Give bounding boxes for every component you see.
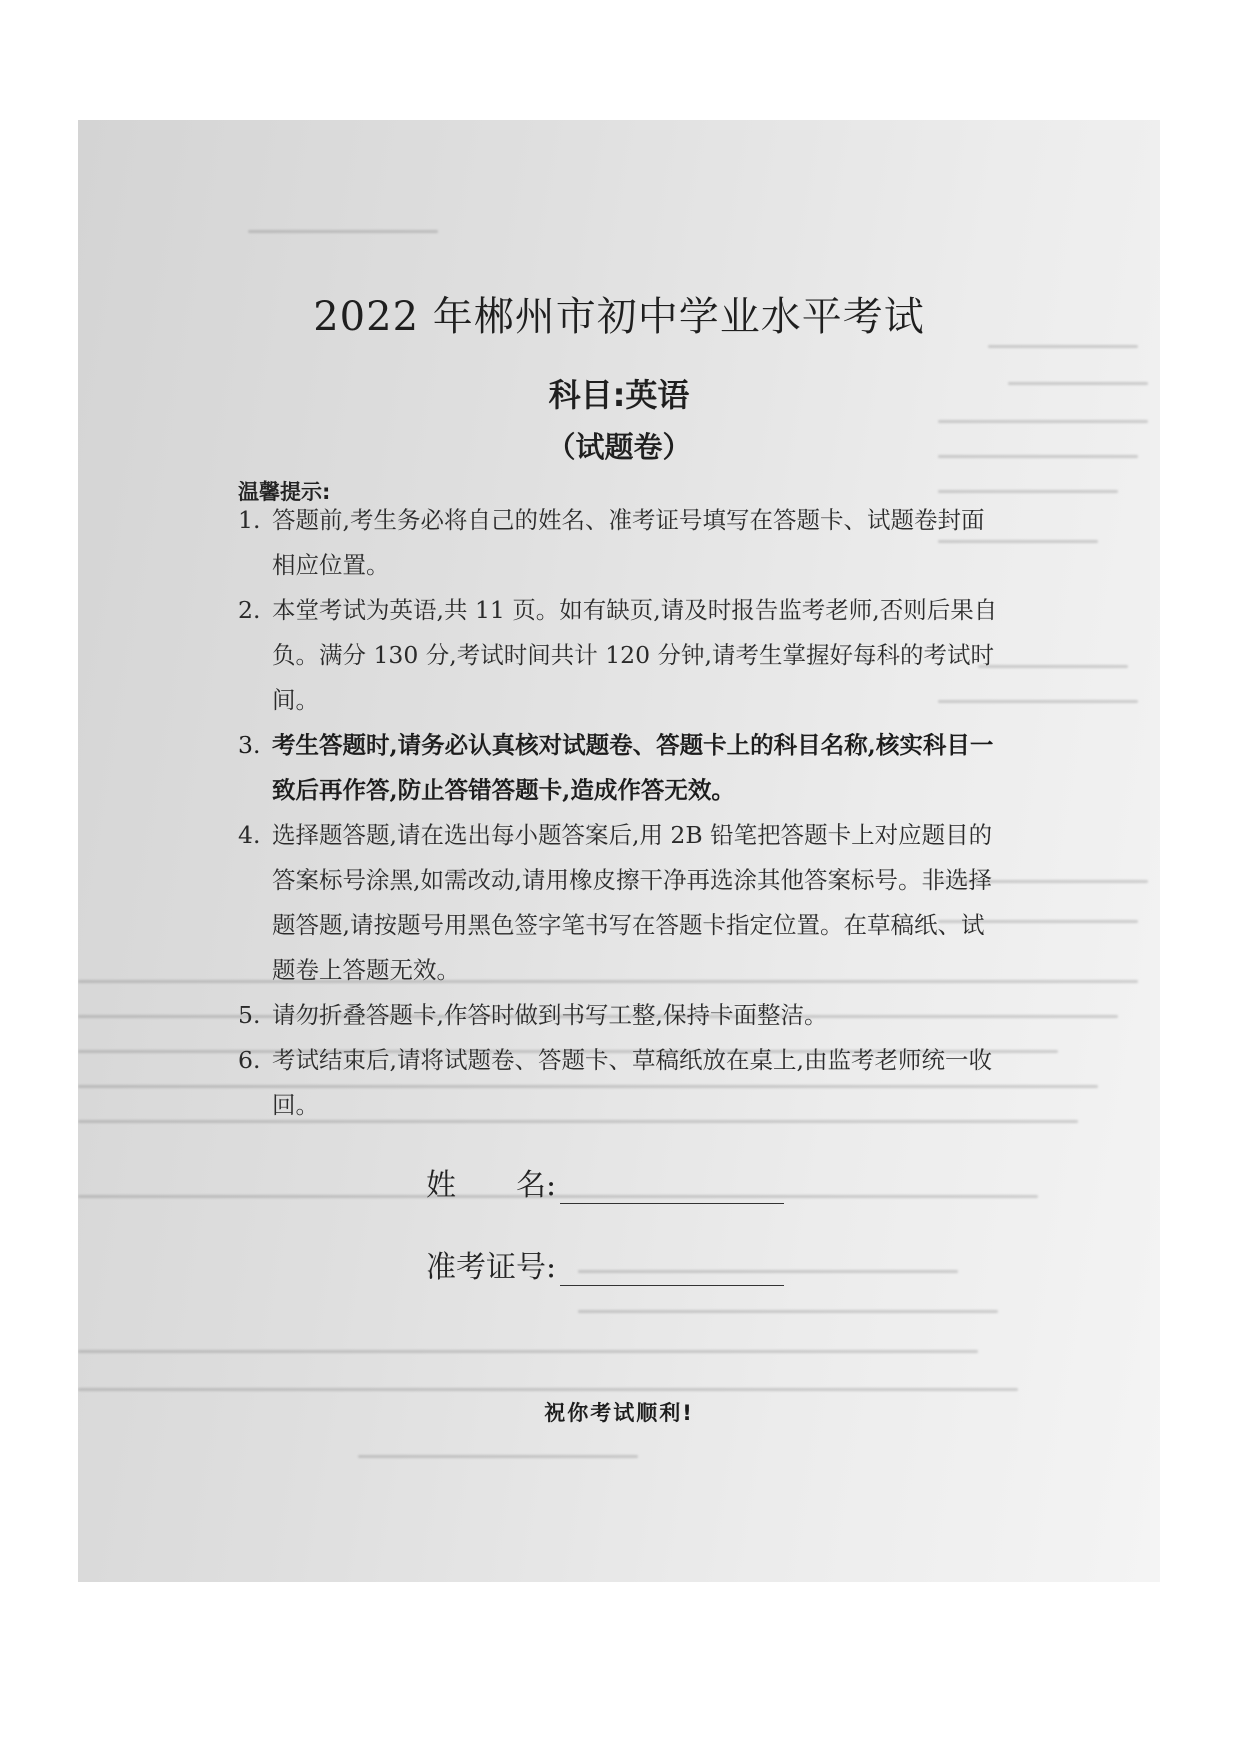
tip-number: 6. (238, 1046, 261, 1074)
tip-text: 请勿折叠答题卡,作答时做到书写工整,保持卡面整洁。 (272, 1001, 828, 1029)
tip-text: 本堂考试为英语,共 11 页。如有缺页,请及时报告监考老师,否则后果自负。满分 130 分,考试时间共计 120 分钟,请考生掌握好每科的考试时间。 (272, 596, 998, 714)
exam-cover-photo (78, 120, 1160, 1582)
exam-id-field (426, 1242, 784, 1286)
exam-subject: 科目:英语 (548, 376, 690, 414)
tip-item (238, 588, 998, 723)
tip-item (238, 993, 998, 1038)
exam-title: 2022 年郴州市初中学业水平考试 (313, 294, 925, 340)
tips-heading: 温馨提示: (238, 480, 331, 504)
exam-id-blank-line[interactable] (560, 1255, 784, 1286)
tip-number: 5. (238, 1001, 261, 1029)
exam-id-label: 准考证号: (426, 1250, 557, 1285)
tip-item (238, 723, 998, 813)
tip-number: 1. (238, 506, 261, 534)
tip-item (238, 813, 998, 993)
volume-label: （试题卷） (546, 430, 692, 464)
name-label: 姓 名: (426, 1168, 557, 1203)
tip-number: 4. (238, 821, 261, 849)
tip-item (238, 1038, 998, 1128)
name-blank-line[interactable] (560, 1173, 784, 1204)
tip-text: 答题前,考生务必将自己的姓名、准考证号填写在答题卡、试题卷封面相应位置。 (272, 506, 985, 579)
tip-number: 3. (238, 731, 261, 759)
tip-item (238, 498, 998, 588)
tip-text: 考生答题时,请务必认真核对试题卷、答题卡上的科目名称,核实科目一致后再作答,防止答错答题卡,造成作答无效。 (272, 731, 994, 804)
name-field (426, 1160, 784, 1204)
tip-text: 选择题答题,请在选出每小题答案后,用 2B 铅笔把答题卡上对应题目的答案标号涂黑,如需改动,请用橡皮擦干净再选涂其他答案标号。非选择题答题,请按题号用黑色签字笔书写在答题卡指定位置。在草稿纸、试题卷上答题无效。 (272, 821, 993, 984)
good-luck-message: 祝你考试顺利! (544, 1401, 694, 1425)
tip-number: 2. (238, 596, 261, 624)
tips-list (238, 498, 998, 1128)
tip-text: 考试结束后,请将试题卷、答题卡、草稿纸放在桌上,由监考老师统一收回。 (272, 1046, 992, 1119)
